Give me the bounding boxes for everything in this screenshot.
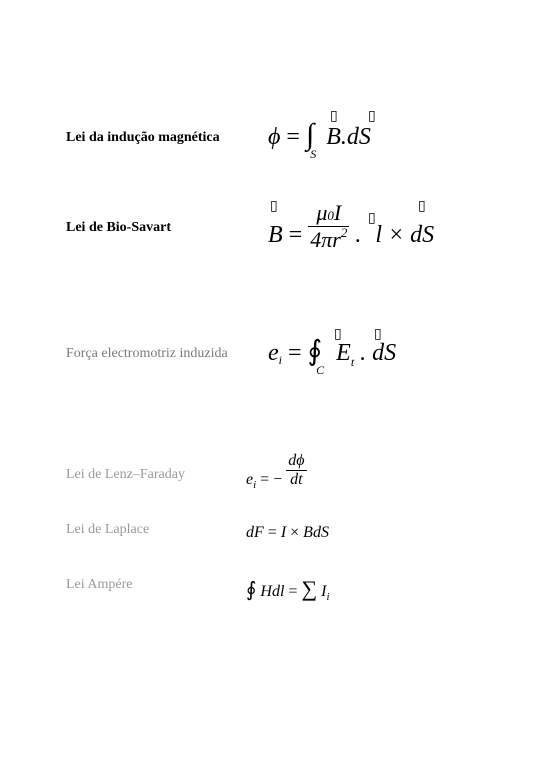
- label-emf: Força electromotriz induzida: [66, 346, 228, 361]
- vector-mark-icon: ▯: [270, 198, 278, 214]
- vector-mark-icon: ▯: [330, 108, 338, 124]
- vector-mark-icon: ▯: [418, 198, 426, 214]
- vector-mark-icon: ▯: [334, 326, 342, 342]
- formula-bio-savart: ▯ ▯ ▯ B = $\frac{\mu 0I}{4\pi r^2}$ . l × dS: [268, 198, 435, 252]
- formula-emf: ▯ ▯ ei = $∮_C$ $E_t$ . dS: [268, 326, 397, 377]
- formula-ampere: ∮ Hdl = ∑ $I_i$: [246, 576, 330, 603]
- formula-lenz-faraday: $e_i$ = − $\frac{d\phi}{dt}$: [246, 452, 305, 492]
- label-ampere: Lei Ampére: [66, 577, 133, 592]
- formula-magnetic-induction: ▯ ▯ $\phi = \int_S$ B.dS: [268, 108, 376, 161]
- label-magnetic-induction: Lei da indução magnética: [66, 130, 220, 145]
- vector-mark-icon: ▯: [368, 210, 376, 226]
- vector-mark-icon: ▯: [368, 108, 376, 124]
- formula-laplace: dF = I × BdS: [246, 524, 329, 541]
- label-bio-savart: Lei de Bio-Savart: [66, 220, 171, 235]
- label-laplace: Lei de Laplace: [66, 522, 150, 537]
- label-lenz-faraday: Lei de Lenz–Faraday: [66, 467, 185, 482]
- vector-mark-icon: ▯: [374, 326, 382, 342]
